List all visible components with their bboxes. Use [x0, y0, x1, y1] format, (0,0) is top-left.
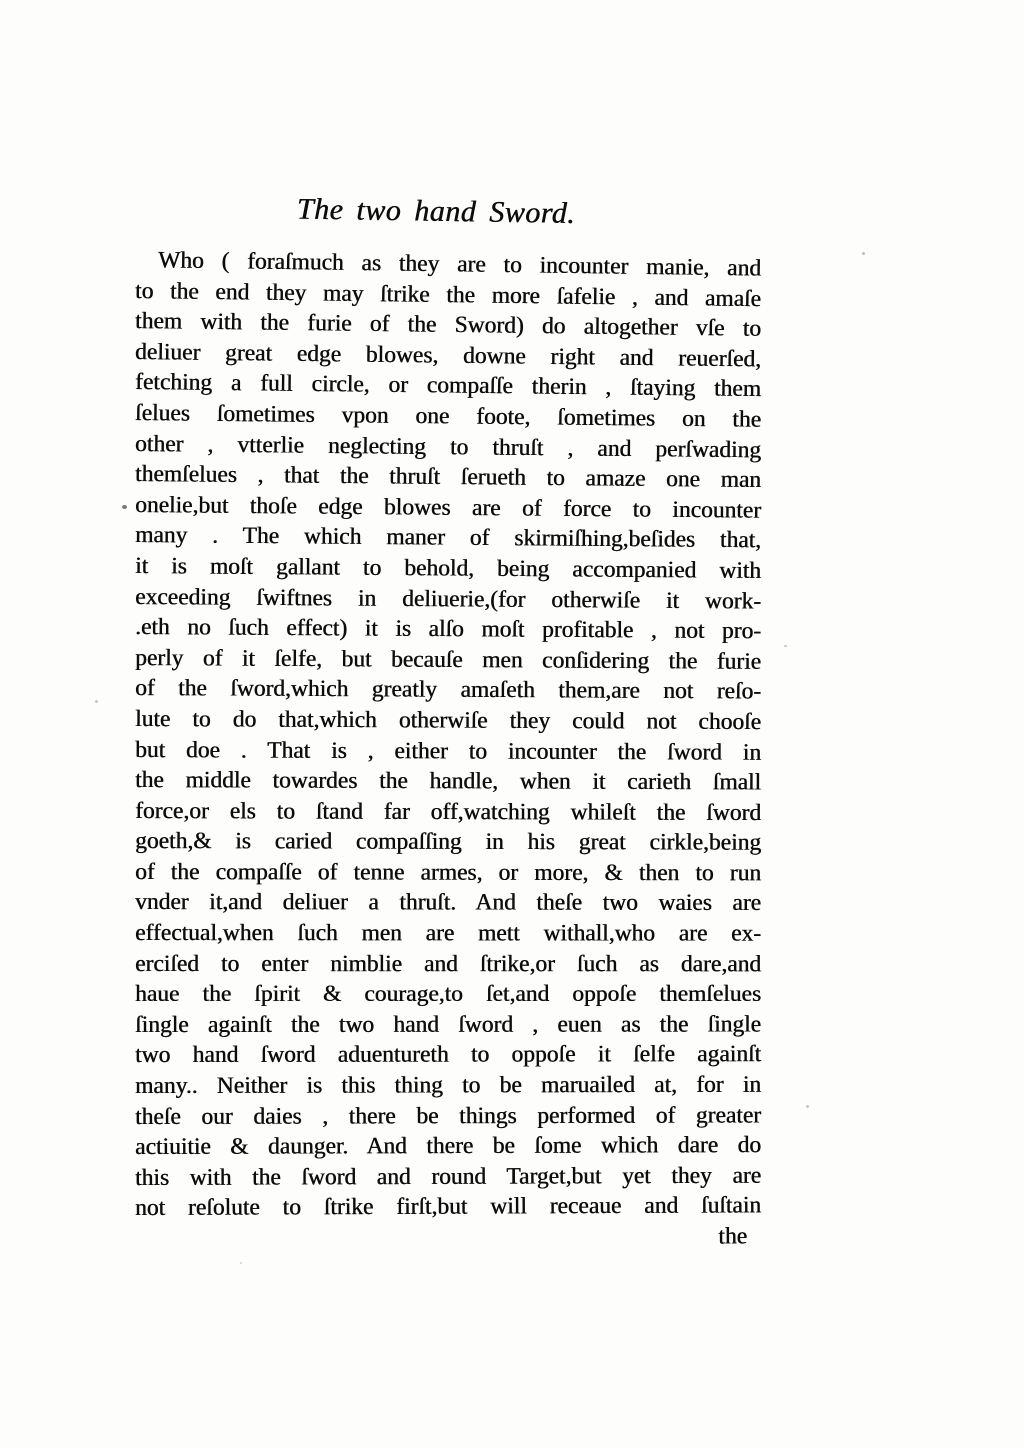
text-line: not reſolute to ſtrike firſt,but will receaue and ſuſtain — [134, 1192, 762, 1222]
text-line: two hand ſword aduentureth to oppoſe it ſelfe againſt — [134, 1041, 762, 1069]
text-line: onelie,but thoſe edge blowes are of force to incounter — [134, 491, 762, 524]
scan-speck — [806, 1105, 809, 1108]
catchword-row — [135, 1221, 761, 1254]
text-line: perly of it ſelfe, but becauſe men conſidering the furie — [134, 644, 762, 675]
text-line: themſelues , that the thruſt ſerueth to amaze one man — [134, 461, 762, 494]
catchword: the — [718, 1223, 748, 1250]
text-line: to the end they may ſtrike the more ſafelie , and amaſe — [134, 277, 762, 312]
text-line: lute to do that,which otherwiſe they could not chooſe — [134, 705, 762, 736]
text-line: many . The which maner of skirmiſhing,beſides that, — [134, 522, 762, 554]
text-line: Who ( foraſmuch as they are to incounter manie, and — [157, 247, 762, 282]
text-line: ſelues ſometimes vpon one foote, ſometimes on the — [134, 399, 762, 433]
scan-speck — [862, 252, 865, 255]
text-line: of the ſword,which greatly amaſeth them,are not reſo- — [134, 675, 762, 705]
text-line: this with the ſword and round Target,but yet they are — [134, 1162, 762, 1191]
text-line: other , vtterlie neglecting to thruſt , and perſwading — [134, 430, 762, 463]
text-line: haue the ſpirit & courage,to ſet,and oppoſe themſelues — [134, 981, 762, 1008]
text-line: the middle towardes the handle, when it carieth ſmall — [134, 767, 762, 796]
scan-speck — [784, 645, 787, 647]
text-line: .eth no ſuch effect) it is alſo moſt profitable , not pro- — [134, 614, 762, 645]
text-line: theſe our daies , there be things performed of greater — [134, 1102, 762, 1130]
running-title: The two hand Sword. — [296, 192, 576, 230]
text-line: actiuitie & daunger. And there be ſome which dare do — [134, 1132, 762, 1161]
body-text — [135, 245, 761, 1255]
scan-speck — [95, 700, 98, 703]
text-line: many.. Neither is this thing to be maruailed at, for in — [134, 1071, 762, 1100]
text-line: force,or els to ſtand far off,watching whileſt the ſword — [134, 797, 762, 826]
text-line: goeth,& is caried compaſſing in his great cirkle,being — [134, 828, 762, 856]
text-line: them with the furie of the Sword) do altogether vſe to — [134, 308, 762, 342]
text-line: deliuer great edge blowes, downe right and reuerſed, — [134, 338, 762, 373]
text-line: exceeding ſwiftnes in deliuerie,(for otherwiſe it work- — [134, 583, 762, 615]
text-line: vnder it,and deliuer a thruſt. And theſe two waies are — [134, 889, 762, 917]
text-line: fetching a full circle, or compaſſe therin , ſtaying them — [134, 369, 762, 403]
scan-speck — [122, 505, 127, 509]
text-line: of the compaſſe of tenne armes, or more, & then to run — [134, 858, 762, 887]
text-line: erciſed to enter nimblie and ſtrike,or ſuch as dare,and — [134, 950, 762, 977]
text-line: ſingle againſt the two hand ſword , euen as the ſingle — [134, 1011, 762, 1038]
text-line: effectual,when ſuch men are mett withall,who are ex- — [134, 920, 762, 947]
text-line: but doe . That is , either to incounter the ſword in — [134, 736, 762, 766]
scan-speck — [240, 1262, 242, 1264]
text-line: it is moſt gallant to behold, being accompanied with — [134, 552, 762, 584]
